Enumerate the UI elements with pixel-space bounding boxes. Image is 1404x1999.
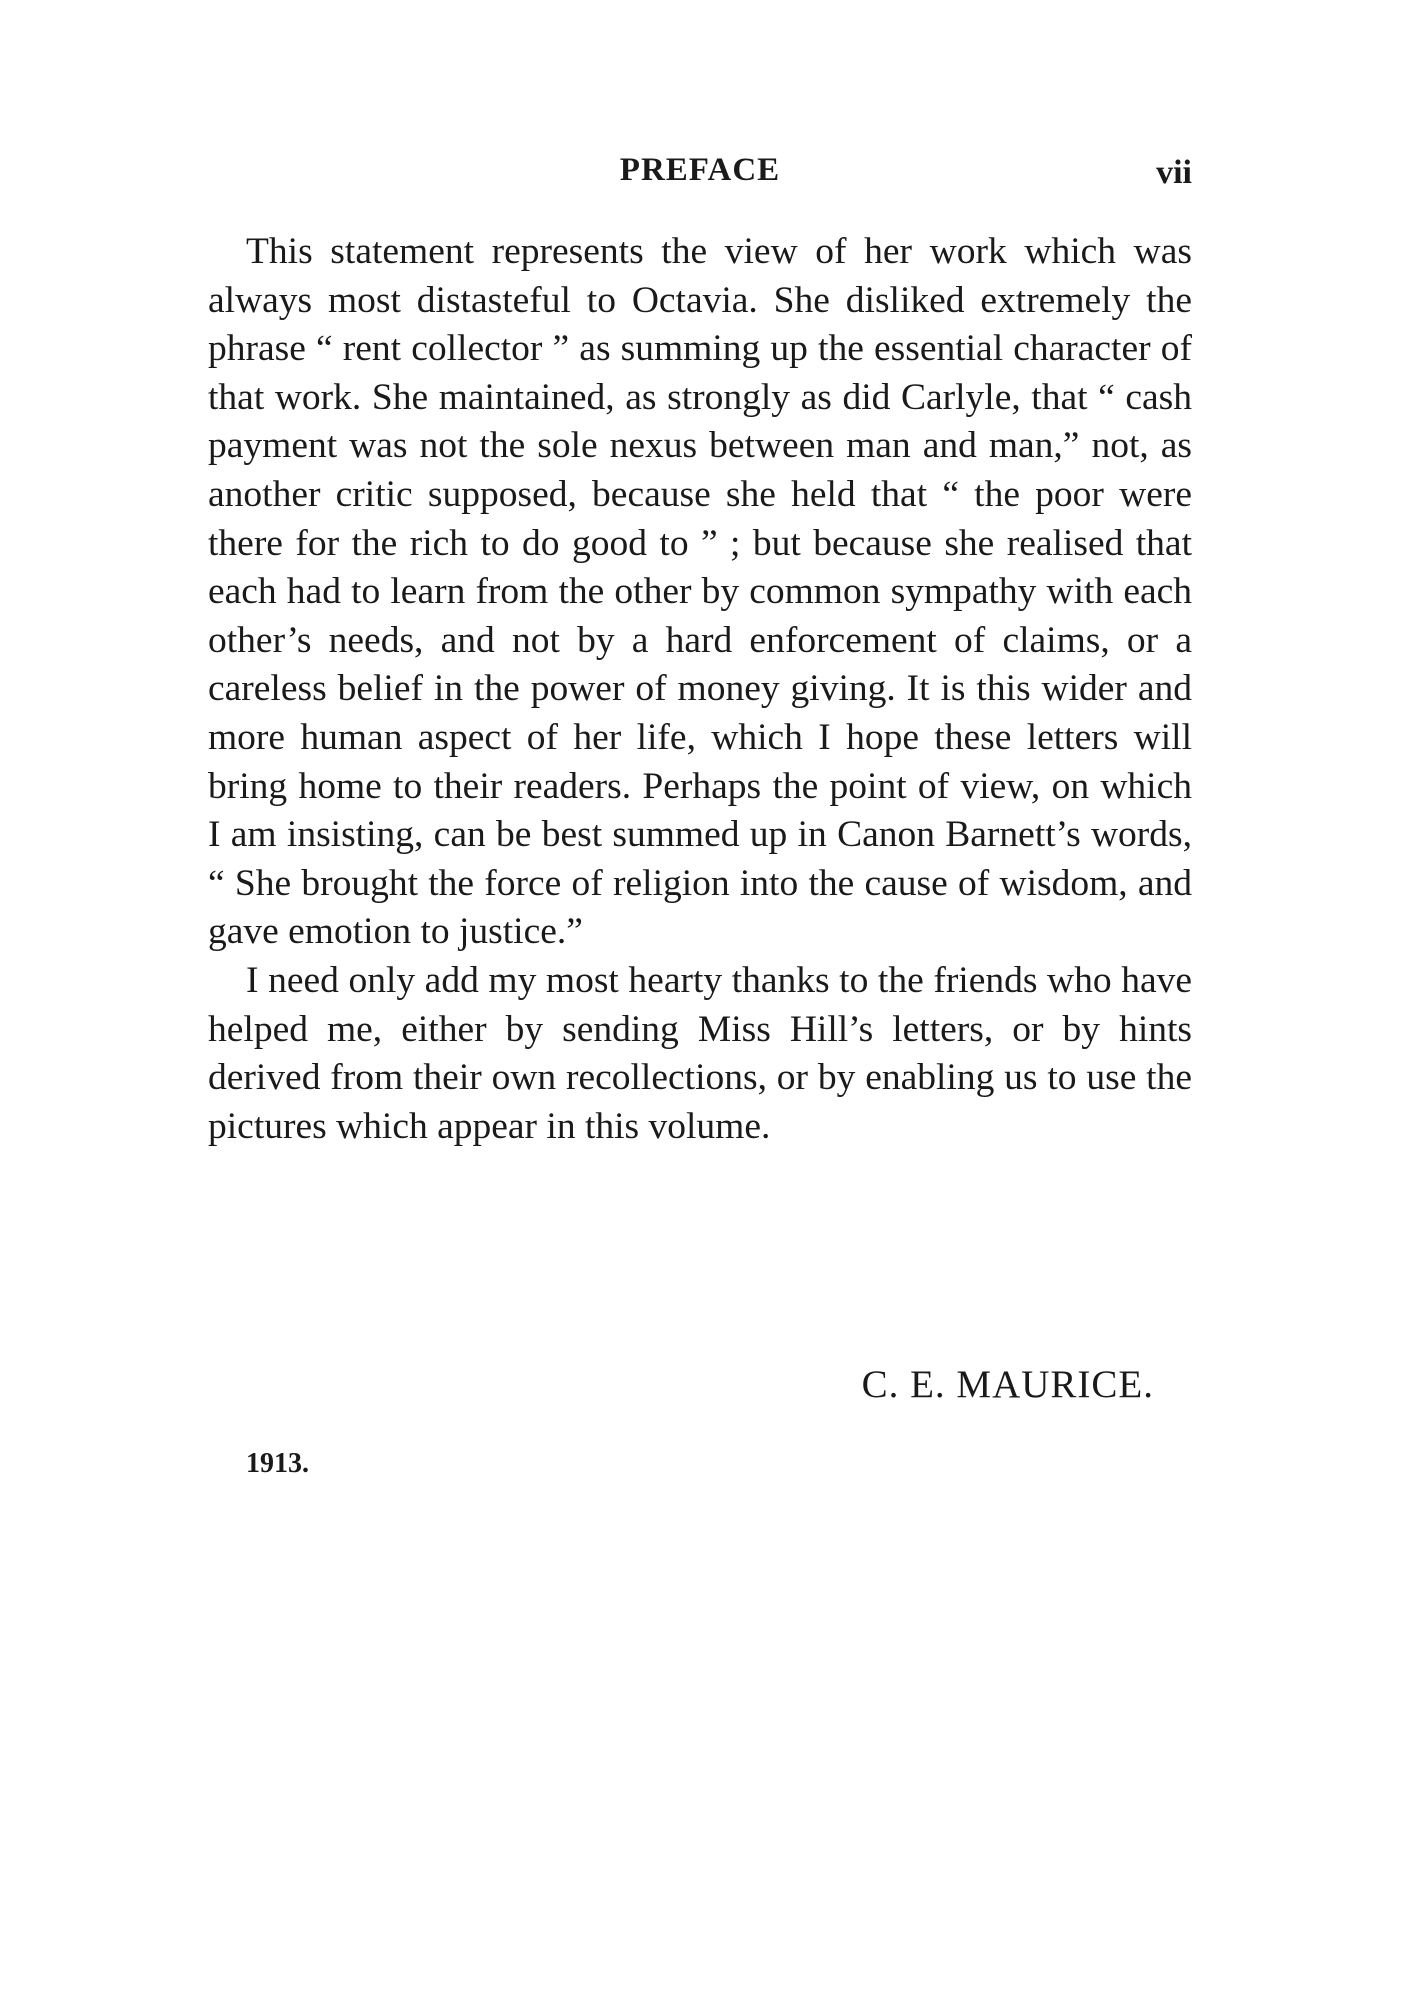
running-title: PREFACE (619, 152, 781, 188)
paragraph-thanks: I need only add my most hearty thanks to the friends who have helped me, either by sending Miss Hill’s letters, or by hints derived from their own recollections, or by enabling us to use the pictures which appear in this volume. (208, 959, 1192, 1147)
preface-body (208, 228, 1192, 1151)
paragraph-statement: This statement represents the view of her work which was always most distasteful to Octavia. She disliked extremely the phrase “ rent collector ” as summing up the essential character of that work. She maintained, as strongly as did Carlyle, that “ cash payment was not the sole nexus between man and man,” not, as another critic supposed, because she held that “ the poor were there for the rich to do good to ” ; but because she realised that each had to learn from the other by common sympathy with each other’s needs, and not by a hard enforcement of claims, or a careless belief in the power of money giving. It is this wider and more human aspect of her life, which I hope these letters will bring home to their readers. Perhaps the point of view, on which I am insisting, can be best summed up in Canon Barnett’s words, “ She brought the force of religion into the cause of wisdom, and gave emotion to justice.” (208, 231, 1192, 953)
page-number: vii (1156, 154, 1192, 191)
running-head (208, 152, 1192, 196)
author-signature: C. E. MAURICE. (861, 1363, 1154, 1406)
preface-date: 1913. (246, 1448, 309, 1479)
